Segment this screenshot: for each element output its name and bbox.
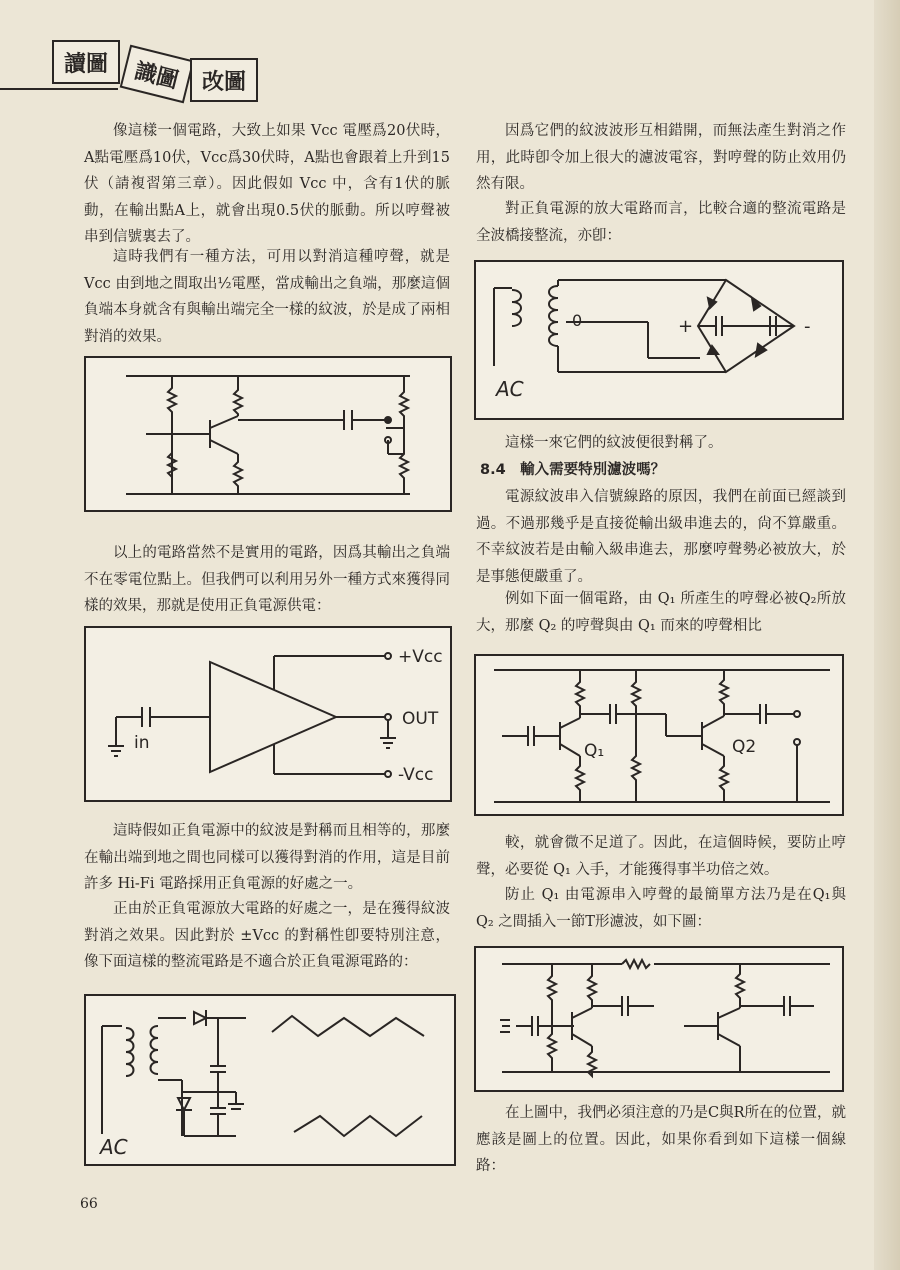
- right-paragraph-4: 電源紋波串入信號線路的原因，我們在前面已經談到過。不過那幾乎是直接從輸出級串進去的，尙不算嚴重。不幸紋波若是由輸入級串進去，那麼哼聲勢必被放大，於是事態便嚴重了。: [476, 489, 846, 585]
- left-paragraph-4: 這時假如正負電源中的紋波是對稱而且相等的，那麼在輸出端到地之間也同樣可以獲得對消的作用，這是目前許多 Hi-Fi 電路採用正負電源的好處之一。: [84, 823, 450, 892]
- right-paragraph-6: 較，就會微不足道了。因此，在這個時候，要防止哼聲，必要從 Q₁ 入手，才能獲得事半功倍之效。: [476, 835, 846, 878]
- page-number: 66: [80, 1196, 98, 1212]
- left-paragraph-5: 正由於正負電源放大電路的好處之一，是在獲得紋波對消之效果。因此對於 ±Vcc 的對稱性卽要特別注意，像下面這樣的整流電路是不適合於正負電源電路的：: [84, 901, 450, 970]
- label-output: OUT: [402, 709, 439, 729]
- label-bridge-ac: AC: [496, 377, 524, 401]
- label-input: in: [134, 733, 150, 753]
- page-binding-shade: [874, 0, 900, 1270]
- label-center-tap: 0: [572, 311, 583, 330]
- section-heading-8-4: 8.4 輸入需要特別濾波嗎？: [480, 462, 666, 478]
- figure-t-filter-amplifier: [474, 946, 844, 1092]
- label-ac-source: AC: [100, 1135, 128, 1159]
- left-paragraph-3: 以上的電路當然不是實用的電路，因爲其輸出之負端不在零電位點上。但我們可以利用另外一種方式來獲得同樣的效果，那就是使用正負電源供電：: [84, 545, 450, 614]
- label-plus: +: [678, 316, 694, 337]
- header-rule: [0, 88, 118, 90]
- label-vcc-negative: -Vcc: [398, 765, 434, 785]
- right-paragraph-1: 因爲它們的紋波波形互相錯開，而無法產生對消之作用，此時卽令加上很大的濾波電容，對哼聲的防止效用仍然有限。: [476, 123, 846, 192]
- label-minus: -: [804, 316, 811, 337]
- label-vcc-positive: +Vcc: [398, 647, 443, 667]
- header-tab-identify: 識圖: [120, 45, 195, 104]
- figure-bridge-rectifier: [474, 260, 844, 420]
- figure-dual-supply-amplifier: [84, 626, 452, 802]
- right-paragraph-2: 對正負電源的放大電路而言，比較合適的整流電路是全波橋接整流，亦卽：: [476, 201, 846, 244]
- figure-half-wave-rectifier: [84, 994, 456, 1166]
- left-paragraph-1: 像這樣一個電路，大致上如果 Vcc 電壓爲20伏時，A點電壓爲10伏，Vcc爲30伏時，A點也會跟着上升到15伏（請複習第三章）。因此假如 Vcc 中，含有1伏的脈動，在輸出點A上，就會出現0.5伏的脈動。所以哼聲被串到信號裏去了。: [84, 123, 450, 245]
- left-paragraph-2: 這時我們有一種方法，可用以對消這種哼聲，就是 Vcc 由到地之間取出½電壓，當成輸出之負端，那麼這個負端本身就含有與輸出端完全一樣的紋波，於是成了兩相對消的效果。: [84, 249, 450, 345]
- label-q1: Q₁: [584, 741, 605, 761]
- right-paragraph-3: 這樣一來它們的紋波便很對稱了。: [505, 435, 723, 451]
- header-tab-modify: 改圖: [190, 58, 258, 102]
- header-tab-read: 讀圖: [52, 40, 120, 84]
- right-paragraph-5: 例如下面一個電路，由 Q₁ 所產生的哼聲必被Q₂所放大，那麼 Q₂ 的哼聲與由 Q₁ 而來的哼聲相比: [476, 591, 846, 634]
- figure-two-stage-amplifier: [474, 654, 844, 816]
- right-paragraph-7: 防止 Q₁ 由電源串入哼聲的最簡單方法乃是在Q₁與 Q₂ 之間插入一節T形濾波，如下圖：: [476, 887, 846, 930]
- right-paragraph-8: 在上圖中，我們必須注意的乃是C與R所在的位置，就應該是圖上的位置。因此，如果你看到如下這樣一個線路：: [476, 1105, 847, 1174]
- figure-half-vcc-circuit: [84, 356, 452, 512]
- label-q2: Q2: [732, 737, 757, 757]
